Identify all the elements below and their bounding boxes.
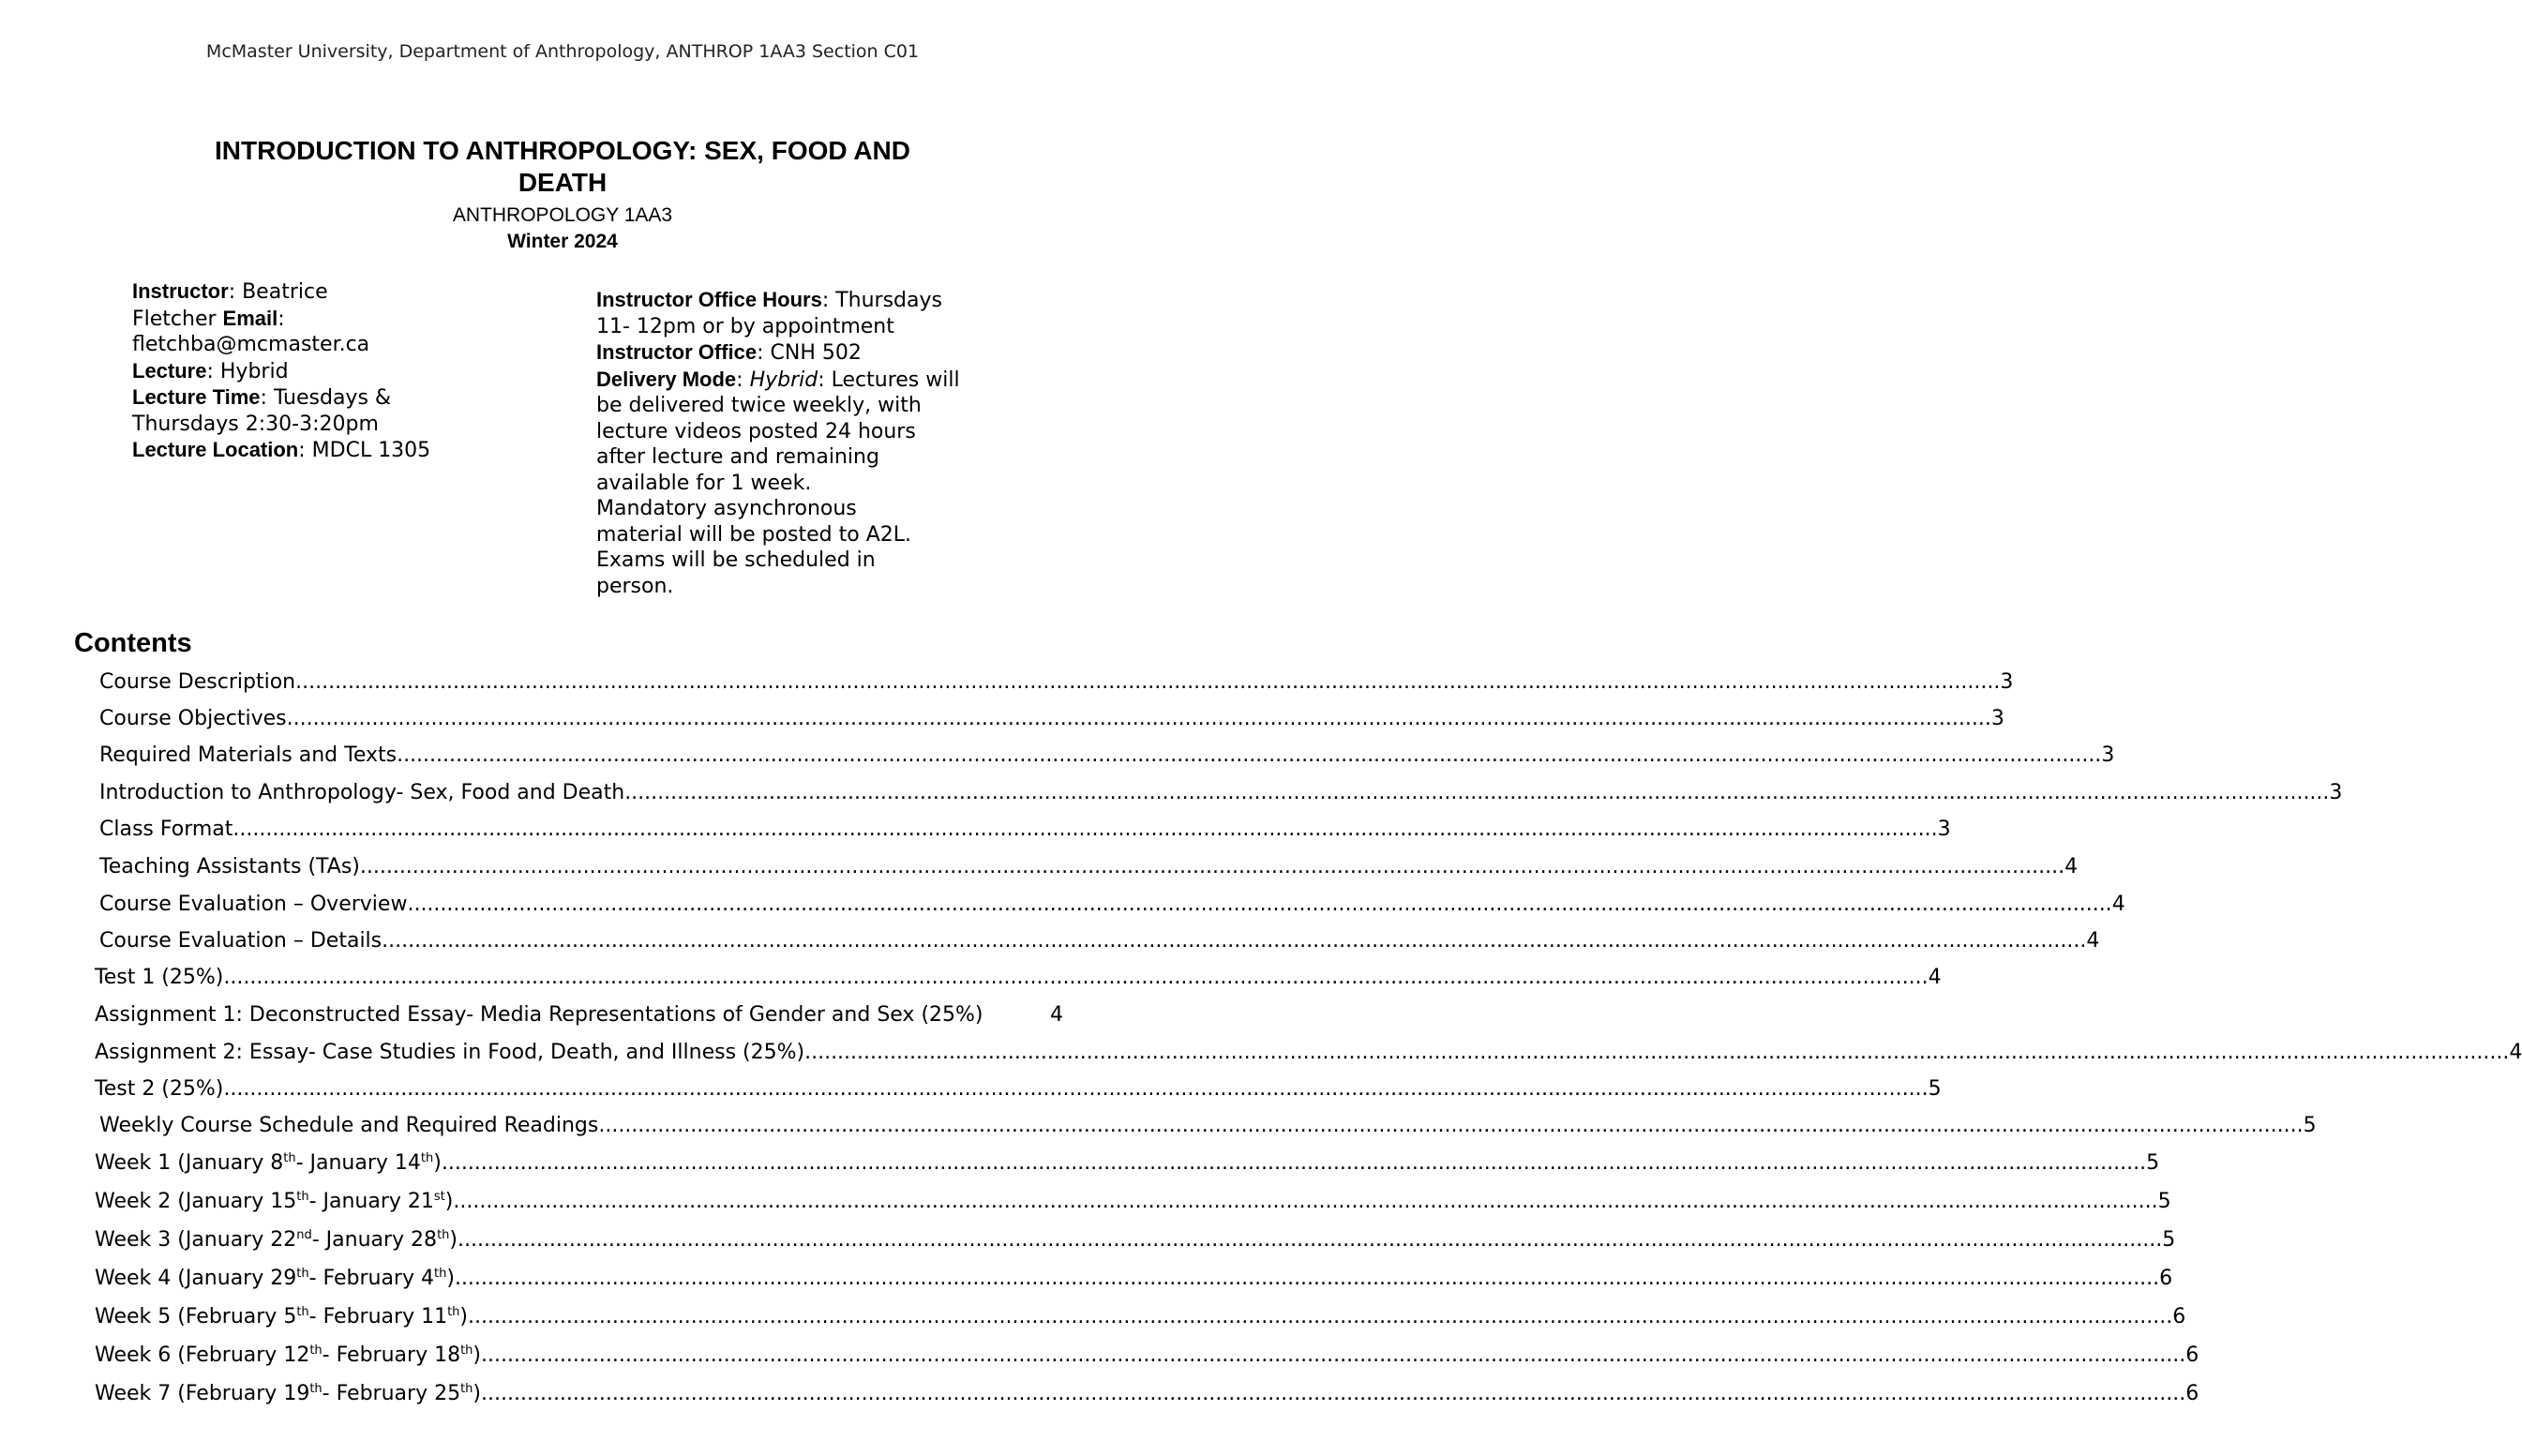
toc-entry-title: Required Materials and Texts [99,743,398,767]
office-hours-value: : Thursdays [821,289,942,312]
toc-leader-dots: .................................................................................................................................................................................................................................................................... [397,743,2102,767]
delivery-line-0: : Lectures will [818,368,960,392]
delivery-line-4: available for 1 week. [596,471,812,495]
instructor-value-2: Fletcher [132,307,223,331]
course-block [0,203,1125,255]
toc-leader-dots: .................................................................................................................................................................................................................................................................... [453,1190,2158,1213]
lecture-time-value-2: Thursdays 2:30-3:20pm [132,412,379,436]
toc-entry-page: 4 [2064,855,2079,878]
toc-entry[interactable] [95,1298,2186,1336]
email-colon: : [278,307,285,331]
course-code: ANTHROPOLOGY 1AA3 [452,204,673,226]
delivery-line-1: be delivered twice weekly, with [596,394,922,417]
toc-entry-title: Teaching Assistants (TAs) [99,855,360,878]
toc-leader-dots: .................................................................................................................................................................................................................................................................... [382,929,2087,953]
toc-entry[interactable] [99,811,1951,848]
toc-entry-title: Course Objectives [99,707,287,730]
toc-leader-dots: .................................................................................................................................................................................................................................................................... [233,818,1938,841]
toc-entry-title: Test 2 (25%) [95,1077,224,1101]
toc-entry[interactable] [95,1337,2199,1374]
delivery-colon: : [736,368,750,392]
office-value: : CNH 502 [757,341,862,365]
office-label: Instructor Office [596,340,758,364]
toc-entry-page: 6 [2185,1343,2199,1367]
toc-entry-title: Week 1 (January 8th- January 14th) [95,1151,442,1175]
toc-entry-page: 3 [1937,818,1951,841]
toc-entry-page: 3 [1990,707,2004,730]
delivery-line-8: person. [596,574,674,598]
toc-entry[interactable] [95,997,1063,1034]
toc-entry-title: Week 2 (January 15th- January 21st) [95,1190,454,1213]
contents-heading: Contents [74,628,192,658]
lecture-value: : Hybrid [206,359,289,383]
toc-entry-page: 3 [2101,743,2115,767]
toc-entry-page: 6 [2172,1305,2186,1328]
toc-entry[interactable] [99,1107,2317,1145]
title-line-1: INTRODUCTION TO ANTHROPOLOGY: SEX, FOOD AND [215,136,910,165]
toc-leader-dots: .................................................................................................................................................................................................................................................................... [598,1114,2304,1137]
instructor-value: : Beatrice [228,280,328,304]
office-info [596,287,990,599]
toc-entry-page: 6 [2185,1382,2199,1405]
toc-entry-title: Week 6 (February 12th- February 18th) [95,1343,482,1367]
toc-entry[interactable] [95,1145,2160,1182]
toc-leader-dots: .................................................................................................................................................................................................................................................................... [223,966,1929,989]
toc-leader-dots: .................................................................................................................................................................................................................................................................... [481,1343,2186,1367]
delivery-line-5: Mandatory asynchronous [596,497,857,520]
toc-entry[interactable] [95,1260,2173,1298]
delivery-label: Delivery Mode [596,367,737,391]
location-label: Lecture Location [132,438,299,461]
toc-entry-page: 5 [2162,1228,2176,1252]
toc-leader-dots: .................................................................................................................................................................................................................................................................... [481,1382,2186,1405]
running-header: McMaster University, Department of Anthropology, ANTHROP 1AA3 Section C01 [205,41,920,62]
toc-entry-title: Weekly Course Schedule and Required Readings [99,1114,599,1137]
toc-entry-title: Week 4 (January 29th- February 4th) [95,1267,455,1290]
email-value: fletchba@mcmaster.ca [132,333,370,356]
toc-entry-title: Assignment 1: Deconstructed Essay- Media Representations of Gender and Sex (25%) [95,1003,983,1027]
delivery-mode: Hybrid [749,368,818,392]
lecture-time-value: : Tuesdays & [260,386,392,410]
toc-entry[interactable] [95,1183,2171,1221]
toc-entry-page: 5 [2146,1151,2160,1175]
toc-entry-title: Week 5 (February 5th- February 11th) [95,1305,469,1328]
toc-entry-title: Course Evaluation – Details [99,929,383,953]
toc-leader-dots: .................................................................................................................................................................................................................................................................... [407,893,2112,916]
delivery-line-2: lecture videos posted 24 hours [596,419,916,443]
toc-entry[interactable] [99,700,2004,738]
toc-entry-page: 5 [2157,1190,2171,1213]
delivery-line-3: after lecture and remaining [596,445,879,469]
toc-leader-dots: .................................................................................................................................................................................................................................................................... [441,1151,2147,1175]
toc-entry-page: 6 [2159,1267,2173,1290]
toc-leader-dots: .................................................................................................................................................................................................................................................................... [454,1267,2160,1290]
lecture-label: Lecture [132,358,207,383]
toc-entry-title: Assignment 2: Essay- Case Studies in Food, Death, and Illness (25%) [95,1041,805,1064]
toc-entry-title: Course Evaluation – Overview [99,893,408,916]
toc-entry[interactable] [95,1375,2199,1413]
toc-entry-page: 3 [2000,670,2014,694]
toc-entry-page: 5 [1928,1077,1942,1101]
delivery-line-6: material will be posted to A2L. [596,522,912,547]
lecture-time-label: Lecture Time [132,385,261,409]
toc-entry-page: 4 [2086,929,2100,953]
toc-leader-dots: .................................................................................................................................................................................................................................................................... [458,1228,2163,1252]
toc-entry-title: Course Description [99,670,296,694]
toc-entry-title: Week 7 (February 19th- February 25th) [95,1382,482,1405]
email-label: Email [222,306,278,330]
document-title [141,135,984,199]
toc-entry-title: Class Format [99,818,233,841]
toc-entry[interactable] [99,848,2079,886]
toc-entry[interactable] [95,1034,2522,1072]
instructor-info [132,278,451,464]
toc-leader-dots: .................................................................................................................................................................................................................................................................... [624,781,2330,804]
toc-entry[interactable] [95,959,1942,997]
toc-entry[interactable] [99,664,2014,701]
office-hours-value-2: 11- 12pm or by appointment [596,314,894,338]
toc-entry[interactable] [95,1071,1942,1108]
toc-entry[interactable] [99,737,2115,774]
toc-entry-page: 4 [2111,893,2125,916]
toc-entry-title: Test 1 (25%) [95,966,224,989]
toc-entry-page: 3 [2329,781,2343,804]
toc-leader-dots: .................................................................................................................................................................................................................................................................... [223,1077,1929,1101]
toc-leader-dots: .................................................................................................................................................................................................................................................................... [359,855,2065,878]
toc-leader-dots: .................................................................................................................................................................................................................................................................... [295,670,2001,694]
course-term: Winter 2024 [507,231,618,252]
toc-entry-page: 5 [2303,1114,2317,1137]
instructor-label: Instructor [132,279,229,303]
toc-entry-page: 4 [1050,1003,1063,1027]
title-line-2: DEATH [518,168,608,197]
delivery-line-7: Exams will be scheduled in [596,548,876,572]
toc-entry-title: Week 3 (January 22nd- January 28th) [95,1228,458,1252]
location-value: : MDCL 1305 [298,439,431,462]
toc-leader-dots: .................................................................................................................................................................................................................................................................... [286,707,1991,730]
toc-entry-page: 4 [1928,966,1942,989]
toc-leader-dots: .................................................................................................................................................................................................................................................................... [468,1305,2173,1328]
toc-entry[interactable] [99,886,2125,923]
office-hours-label: Instructor Office Hours [596,288,822,311]
toc-entry-page: 4 [2509,1041,2522,1064]
toc-entry[interactable] [95,1222,2176,1259]
toc-leader-dots: .................................................................................................................................................................................................................................................................... [804,1041,2510,1064]
toc-entry[interactable] [99,774,2343,812]
toc-entry-title: Introduction to Anthropology- Sex, Food and Death [99,781,625,804]
toc-leader-dots [983,997,1050,1034]
toc-entry[interactable] [99,923,2100,960]
